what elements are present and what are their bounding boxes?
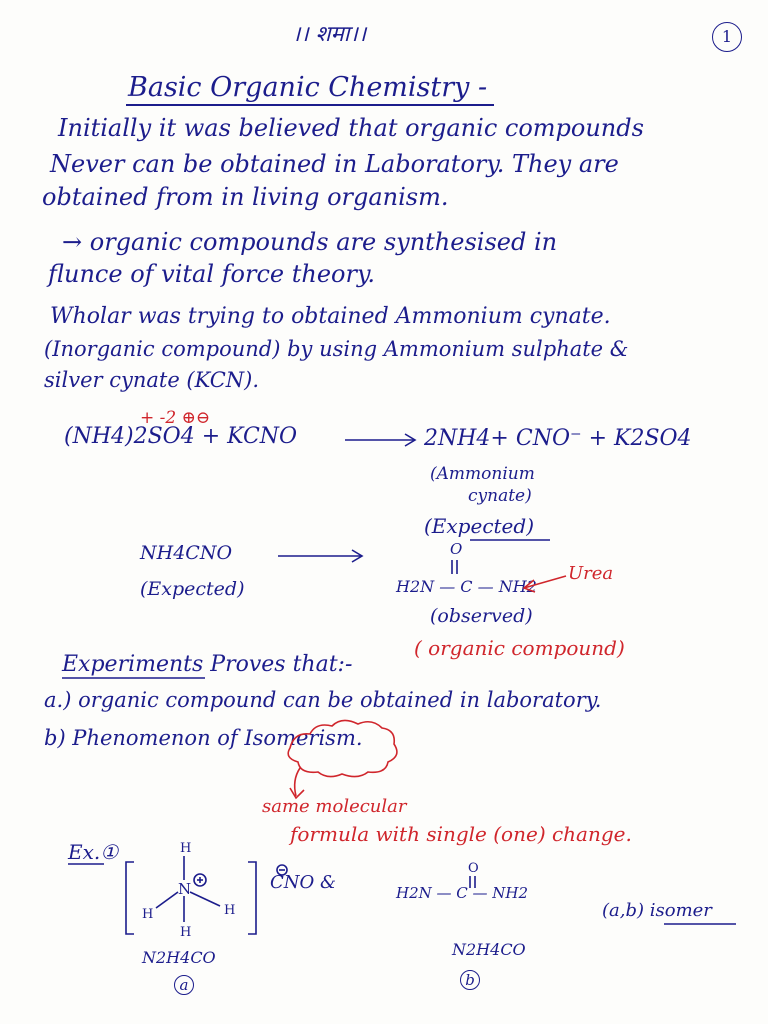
svg-text:H: H (142, 907, 154, 922)
struct-b-formula-line: H2N — C — NH2 (396, 884, 529, 902)
vital-force-line-1: → organic compounds are synthesised in (62, 228, 558, 256)
struct-b-tag: b (460, 970, 480, 990)
svg-text:H: H (224, 903, 236, 918)
experiment-heading: Experiments Proves that:- (62, 652, 353, 677)
reaction-product: 2NH4+ CNO⁻ + K2SO4 (424, 426, 692, 451)
intro-line-3: obtained from in living organism. (42, 183, 449, 211)
ammonium-cyanate-formula: NH4CNO (140, 542, 233, 564)
intro-line-2: Never can be obtained in Laboratory. They are (50, 150, 619, 178)
wohler-line-2: (Inorganic compound) by using Ammonium sulphate & (44, 337, 629, 361)
isomerism-definition-1: same molecular (262, 796, 407, 817)
example-label: Ex.① (68, 840, 119, 864)
struct-a-anion: CNO & (270, 872, 337, 893)
wohler-line-1: Wholar was trying to obtained Ammonium cynate. (50, 304, 611, 329)
intro-line-1: Initially it was believed that organic compounds (58, 114, 644, 142)
svg-text:H: H (180, 925, 192, 940)
product-note-1: (Ammonium (430, 464, 535, 484)
organic-compound-note: ( organic compound) (414, 636, 625, 660)
urea-formula: H2N — C — NH2 (396, 577, 537, 596)
struct-b-formula: N2H4CO (452, 940, 526, 959)
ammonium-cyanate-expected: (Expected) (140, 578, 245, 600)
isomer-note: (a,b) isomer (602, 900, 712, 921)
svg-text:O: O (468, 861, 479, 876)
isomerism-cloud (288, 720, 397, 776)
struct-a-formula: N2H4CO (142, 948, 216, 967)
struct-a-tag: a (174, 975, 194, 995)
wohler-line-3: silver cynate (KCN). (44, 368, 260, 392)
product-note-2: cynate) (468, 486, 532, 506)
reactant-charges: + -2 ⊕⊖ (140, 408, 211, 428)
observed-note: (observed) (430, 605, 533, 627)
experiment-point-a: a.) organic compound can be obtained in laboratory. (44, 688, 602, 712)
svg-text:N: N (178, 880, 192, 898)
urea-carbonyl-oxygen: O (450, 540, 463, 558)
vital-force-line-2: flunce of vital force theory. (48, 260, 375, 288)
urea-label: Urea (568, 563, 614, 584)
experiment-point-b: b) Phenomenon of Isomerism. (44, 726, 363, 750)
svg-text:H: H (180, 841, 192, 856)
page-title: Basic Organic Chemistry - (128, 72, 488, 103)
expected-note: (Expected) (424, 514, 534, 538)
isomerism-definition-2: formula with single (one) change. (290, 822, 632, 846)
reactants: (NH4)2SO4 + KCNO (64, 424, 298, 449)
page-number: 1 (712, 22, 742, 52)
header-mark: ।। शमा।। (292, 22, 367, 47)
